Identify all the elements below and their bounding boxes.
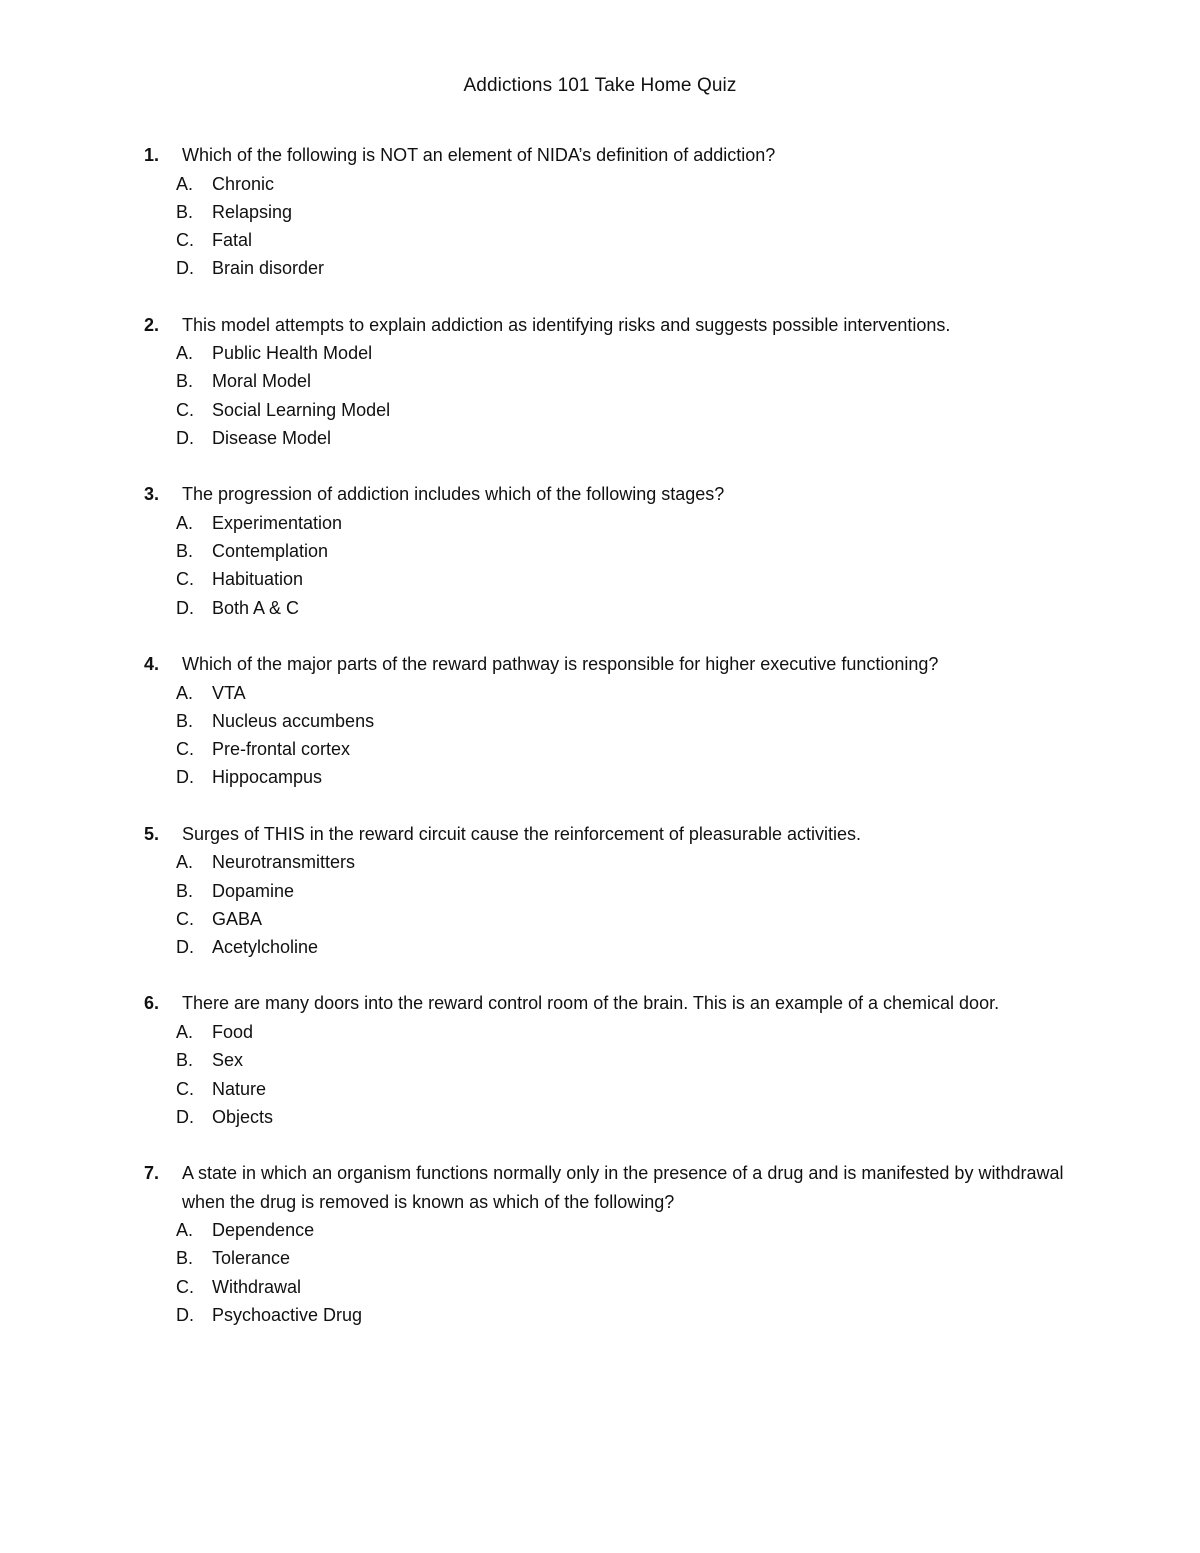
question-line	[144, 311, 1064, 340]
option-letter: B.	[176, 710, 194, 731]
option-item	[176, 1244, 1064, 1272]
option-item	[176, 877, 1064, 905]
question-number: 4.	[144, 654, 160, 675]
question-text: Which of the following is NOT an element of NIDA’s definition of addiction?	[182, 145, 776, 165]
option-text: Experimentation	[212, 512, 343, 533]
option-text: Social Learning Model	[212, 399, 391, 420]
question-line	[144, 650, 1064, 679]
option-text: Dependence	[212, 1220, 315, 1241]
option-list	[144, 1216, 1064, 1329]
option-text: Withdrawal	[212, 1276, 302, 1297]
option-item	[176, 1216, 1064, 1244]
option-item	[176, 565, 1064, 593]
option-item	[176, 679, 1064, 707]
question-item	[144, 1159, 1064, 1329]
option-item	[176, 424, 1064, 452]
option-letter: C.	[176, 908, 194, 929]
option-list	[144, 339, 1064, 452]
option-text: Public Health Model	[212, 343, 373, 364]
question-number: 1.	[144, 145, 160, 165]
question-number: 5.	[144, 823, 160, 844]
option-text: Hippocampus	[212, 767, 323, 788]
option-item	[176, 933, 1064, 961]
option-text: Disease Model	[212, 428, 332, 449]
question-text: Which of the major parts of the reward pathway is responsible for higher executive functioning?	[182, 654, 939, 675]
option-letter: A.	[176, 1220, 194, 1241]
option-text: Food	[212, 1021, 254, 1042]
option-item	[176, 367, 1064, 395]
option-item	[176, 170, 1064, 198]
option-item	[176, 905, 1064, 933]
question-text: Surges of THIS in the reward circuit cause the reinforcement of pleasurable activities.	[182, 823, 861, 844]
option-list	[144, 1018, 1064, 1131]
option-letter: B.	[176, 1248, 194, 1269]
option-letter: C.	[176, 1276, 194, 1297]
question-item	[144, 311, 1064, 453]
option-item	[176, 763, 1064, 791]
question-line	[144, 989, 1064, 1018]
question-number: 3.	[144, 484, 160, 505]
option-text: Tolerance	[212, 1248, 291, 1269]
option-text: Brain disorder	[212, 258, 325, 279]
question-text: A state in which an organism functions normally only in the presence of a drug and is manifested by withdrawal when the drug is removed is known as which of the following?	[182, 1163, 1064, 1212]
option-letter: B.	[176, 1050, 194, 1071]
question-list	[144, 141, 1064, 1357]
option-item	[176, 254, 1064, 282]
option-text: Dopamine	[212, 880, 295, 901]
question-text: There are many doors into the reward control room of the brain. This is an example of a chemical door.	[182, 993, 1000, 1014]
option-letter: B.	[176, 541, 194, 562]
option-item	[176, 1103, 1064, 1131]
option-text: Moral Model	[212, 371, 312, 392]
option-letter: D.	[176, 767, 194, 788]
question-text: This model attempts to explain addiction as identifying risks and suggests possible interventions.	[182, 314, 951, 335]
option-letter: C.	[176, 230, 194, 251]
option-letter: A.	[176, 512, 194, 533]
option-letter: D.	[176, 937, 194, 958]
option-letter: A.	[176, 343, 194, 364]
option-letter: B.	[176, 880, 194, 901]
option-letter: C.	[176, 399, 194, 420]
option-item	[176, 1046, 1064, 1074]
option-letter: A.	[176, 173, 194, 194]
option-text: Sex	[212, 1050, 244, 1071]
question-item	[144, 480, 1064, 622]
option-letter: C.	[176, 739, 194, 760]
question-line	[144, 480, 1064, 509]
question-item	[144, 820, 1064, 962]
option-item	[176, 537, 1064, 565]
option-letter: C.	[176, 569, 194, 590]
option-letter: D.	[176, 258, 194, 279]
option-item	[176, 198, 1064, 226]
option-item	[176, 339, 1064, 367]
question-text: The progression of addiction includes which of the following stages?	[182, 484, 725, 505]
option-text: Fatal	[212, 230, 253, 251]
question-line	[144, 820, 1064, 849]
option-letter: A.	[176, 852, 194, 873]
question-number: 6.	[144, 993, 160, 1014]
option-item	[176, 848, 1064, 876]
option-item	[176, 1301, 1064, 1329]
option-item	[176, 509, 1064, 537]
question-number: 2.	[144, 314, 160, 335]
option-letter: D.	[176, 1305, 194, 1326]
page-title: Addictions 101 Take Home Quiz	[463, 75, 737, 96]
option-text: Chronic	[212, 173, 275, 194]
option-list	[144, 509, 1064, 622]
option-item	[176, 396, 1064, 424]
option-text: VTA	[212, 682, 246, 703]
question-item	[144, 989, 1064, 1131]
option-letter: A.	[176, 1021, 194, 1042]
option-letter: A.	[176, 682, 194, 703]
option-text: Psychoactive Drug	[212, 1305, 363, 1326]
question-item	[144, 141, 1064, 283]
option-item	[176, 226, 1064, 254]
option-text: GABA	[212, 908, 263, 929]
option-letter: C.	[176, 1078, 194, 1099]
option-letter: D.	[176, 597, 194, 618]
option-list	[144, 679, 1064, 792]
option-text: Both A & C	[212, 597, 300, 618]
option-item	[176, 1273, 1064, 1301]
option-text: Neurotransmitters	[212, 852, 356, 873]
option-list	[144, 170, 1064, 283]
option-letter: D.	[176, 428, 194, 449]
option-text: Contemplation	[212, 541, 329, 562]
question-line	[144, 1159, 1064, 1216]
option-text: Habituation	[212, 569, 304, 590]
option-item	[176, 735, 1064, 763]
option-list	[144, 848, 1064, 961]
option-letter: D.	[176, 1106, 194, 1127]
option-item	[176, 707, 1064, 735]
option-text: Objects	[212, 1106, 274, 1127]
option-text: Relapsing	[212, 201, 293, 222]
option-text: Pre-frontal cortex	[212, 739, 351, 760]
option-text: Acetylcholine	[212, 937, 319, 958]
option-item	[176, 594, 1064, 622]
option-item	[176, 1075, 1064, 1103]
option-letter: B.	[176, 201, 194, 222]
option-text: Nucleus accumbens	[212, 710, 375, 731]
option-text: Nature	[212, 1078, 267, 1099]
question-number: 7.	[144, 1163, 160, 1184]
question-item	[144, 650, 1064, 792]
option-item	[176, 1018, 1064, 1046]
option-letter: B.	[176, 371, 194, 392]
question-line	[144, 141, 1064, 170]
